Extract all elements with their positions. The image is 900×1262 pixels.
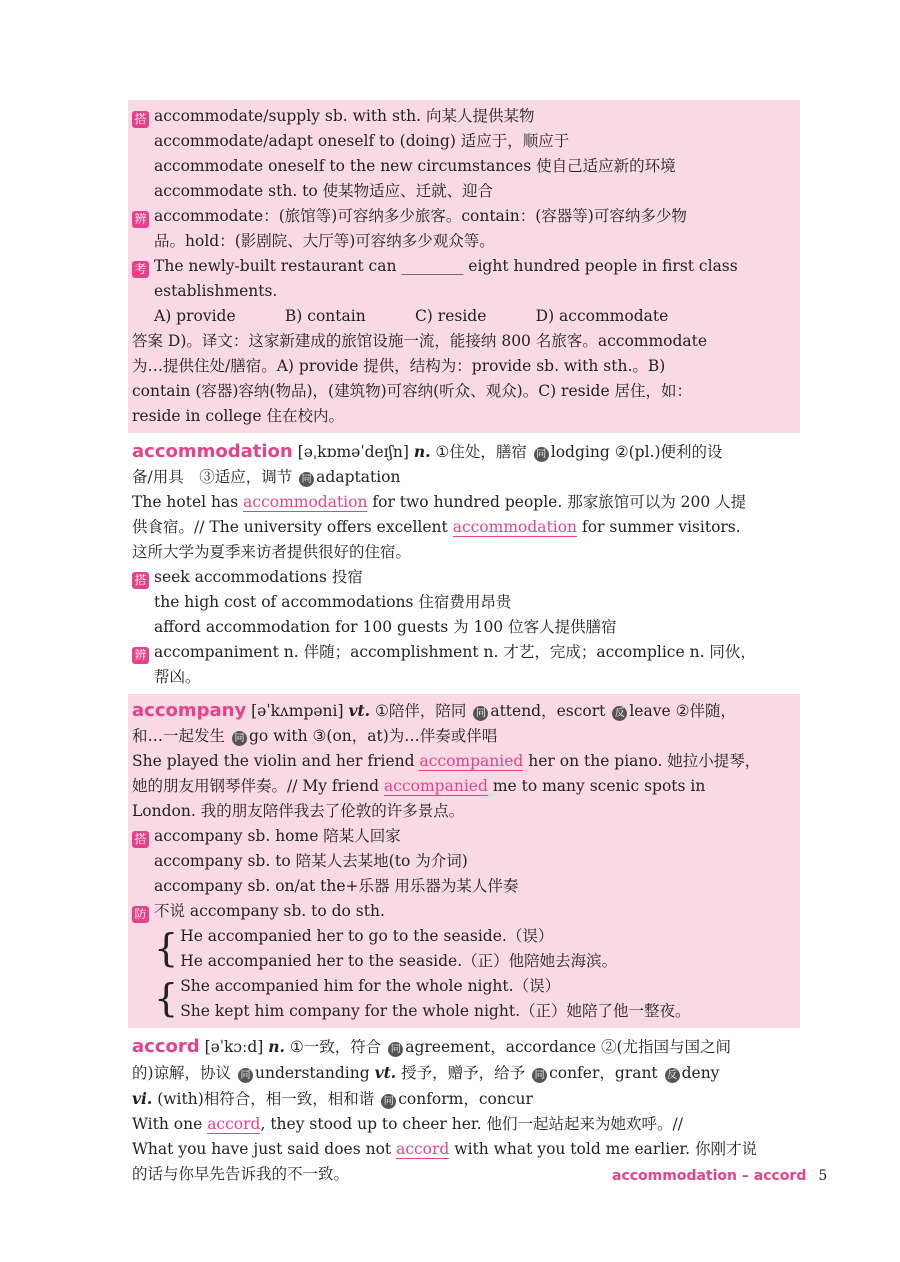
highlighted-word: accord — [396, 1140, 450, 1158]
answer-line: 为…提供住处/膳宿。A) provide 提供，结构为：provide sb. with sth.。B) — [132, 357, 666, 375]
mistake-pair: { She accompanied him for the whole night.（误） She kept him company for the whole night.（正）她陪了他一整夜。 — [154, 974, 796, 1024]
collocation-line: accompany sb. to 陪某人去某地(to 为介词) — [154, 852, 468, 870]
mistake-pair: { He accompanied her to go to the seaside.（误） He accompanied her to the seaside.（正）他陪她去海滨。 — [154, 924, 796, 974]
footer-range: accommodation – accord — [612, 1168, 807, 1184]
distinguish-line: 帮凶。 — [154, 668, 201, 686]
synonym-tag: 同 — [381, 1094, 396, 1109]
part-of-speech: vt. — [348, 701, 371, 720]
phonetic: [əˈkɔːd] — [204, 1038, 264, 1056]
collocation-icon: 搭 — [132, 111, 149, 128]
collocation-line: accompany sb. on/at the+乐器 用乐器为某人伴奏 — [154, 877, 519, 895]
highlighted-word: accompanied — [419, 752, 524, 770]
example-line: The hotel has accommodation for two hundred people. 那家旅馆可以为 200 人提 — [132, 493, 747, 511]
synonym-tag: 同 — [388, 1042, 403, 1057]
example-line: 她的朋友用钢琴伴奏。// My friend accompanied me to many scenic spots in — [132, 777, 706, 795]
synonym-tag: 同 — [532, 1068, 547, 1083]
part-of-speech: n. — [413, 442, 431, 461]
definition-line: vi. (with)相符合，相一致，相和谐 同 conform，concur — [132, 1089, 533, 1108]
highlighted-word: accord — [207, 1115, 261, 1133]
example-line: 的话与你早先告诉我的不一致。 — [132, 1165, 350, 1183]
headword: accommodation — [132, 441, 293, 462]
definition-line: 备/用具 ③适应，调节 同 adaptation — [132, 468, 401, 486]
distinguish-line: 辨 accompaniment n. 伴随；accomplishment n. 才艺，完成；accomplice n. 同伙， — [132, 640, 796, 665]
answer-line: 答案 D)。译文：这家新建成的旅馆设施一流，能接纳 800 名旅客。accommodate — [132, 332, 708, 350]
collocation-icon: 搭 — [132, 572, 149, 589]
highlighted-word: accommodation — [452, 518, 578, 536]
distinguish-line: 辨 accommodate：(旅馆等)可容纳多少旅客。contain：(容器等)可容纳多少物 — [132, 204, 796, 229]
exam-icon: 考 — [132, 261, 149, 278]
brace-icon: { — [154, 926, 179, 970]
example-line: London. 我的朋友陪伴我去了伦敦的许多景点。 — [132, 802, 465, 820]
mistake-line: 防 不说 accompany sb. to do sth. — [132, 899, 796, 924]
entry-accord — [128, 1028, 800, 1191]
synonym-tag: 同 — [238, 1068, 253, 1083]
example-line: She played the violin and her friend accompanied her on the piano. 她拉小提琴， — [132, 752, 761, 770]
antonym-tag: 反 — [665, 1068, 680, 1083]
exam-options: A) provide B) contain C) reside D) accommodate — [154, 307, 669, 325]
synonym-tag: 同 — [473, 706, 488, 721]
distinguish-icon: 辨 — [132, 211, 149, 228]
phonetic: [əˌkɒməˈdeɪʃn] — [297, 443, 409, 461]
entry-accommodation — [128, 433, 800, 694]
synonym-tag: 同 — [299, 472, 314, 487]
collocation-line: the high cost of accommodations 住宿费用昂贵 — [154, 593, 512, 611]
highlighted-word: accompanied — [384, 777, 488, 795]
headword: accompany — [132, 700, 247, 721]
collocation-line: accommodate oneself to the new circumstances 使自己适应新的环境 — [154, 157, 676, 175]
phonetic: [əˈkʌmpəni] — [251, 702, 344, 720]
answer-line: reside in college 住在校内。 — [132, 407, 345, 425]
collocation-line: accommodate/adapt oneself to (doing) 适应于，顺应于 — [154, 132, 570, 150]
entry-header: accord [əˈkɔːd] n. ①一致，符合 同 agreement，accordance ②(尤指国与国之间 — [132, 1036, 732, 1057]
distinguish-icon: 辨 — [132, 647, 149, 664]
collocation-icon: 搭 — [132, 831, 149, 848]
entry-header: accommodation [əˌkɒməˈdeɪʃn] n. ①住处，膳宿 同 lodging ②(pl.)便利的设 — [132, 441, 723, 462]
highlighted-word: accommodation — [243, 493, 368, 511]
entry-header: accompany [əˈkʌmpəni] vt. ①陪伴，陪同 同 attend，escort 反 leave ②伴随， — [132, 700, 736, 721]
distinguish-line: 品。hold：(影剧院、大厅等)可容纳多少观众等。 — [154, 232, 495, 250]
collocation-line: accommodate sth. to 使某物适应、迁就、迎合 — [154, 182, 494, 200]
collocation-line: 搭 accommodate/supply sb. with sth. 向某人提供某物 — [132, 104, 796, 129]
antonym-tag: 反 — [612, 706, 627, 721]
example-line: What you have just said does not accord with what you told me earlier. 你刚才说 — [132, 1140, 757, 1158]
exam-line: establishments. — [154, 282, 278, 300]
example-line: 这所大学为夏季来访者提供很好的住宿。 — [132, 543, 412, 561]
dictionary-page — [128, 100, 800, 1191]
entry-accompany — [128, 694, 800, 1028]
entry-accommodate-continued — [128, 100, 800, 433]
page-footer — [612, 1168, 842, 1184]
exam-line: 考 The newly-built restaurant can ________ eight hundred people in first class — [132, 254, 796, 279]
example-line: With one accord, they stood up to cheer her. 他们一起站起来为她欢呼。// — [132, 1115, 683, 1133]
collocation-line: 搭 accompany sb. home 陪某人回家 — [132, 824, 796, 849]
mistake-icon: 防 — [132, 906, 149, 923]
headword: accord — [132, 1036, 200, 1057]
synonym-tag: 同 — [534, 447, 549, 462]
example-line: 供食宿。// The university offers excellent accommodation for summer visitors. — [132, 518, 741, 536]
definition-line: 和…一起发生 同 go with ③(on，at)为…伴奏或伴唱 — [132, 727, 498, 745]
answer-line: contain (容器)容纳(物品)，(建筑物)可容纳(听众、观众)。C) reside 居住，如： — [132, 382, 693, 400]
synonym-tag: 同 — [232, 731, 247, 746]
brace-icon: { — [154, 976, 179, 1020]
collocation-line: 搭 seek accommodations 投宿 — [132, 565, 796, 590]
part-of-speech: n. — [268, 1037, 285, 1056]
collocation-line: afford accommodation for 100 guests 为 100 位客人提供膳宿 — [154, 618, 617, 636]
definition-line: 的)谅解，协议 同 understanding vt. 授予，赠予，给予 同 confer，grant 反 deny — [132, 1063, 720, 1082]
page-number: 5 — [818, 1168, 828, 1184]
